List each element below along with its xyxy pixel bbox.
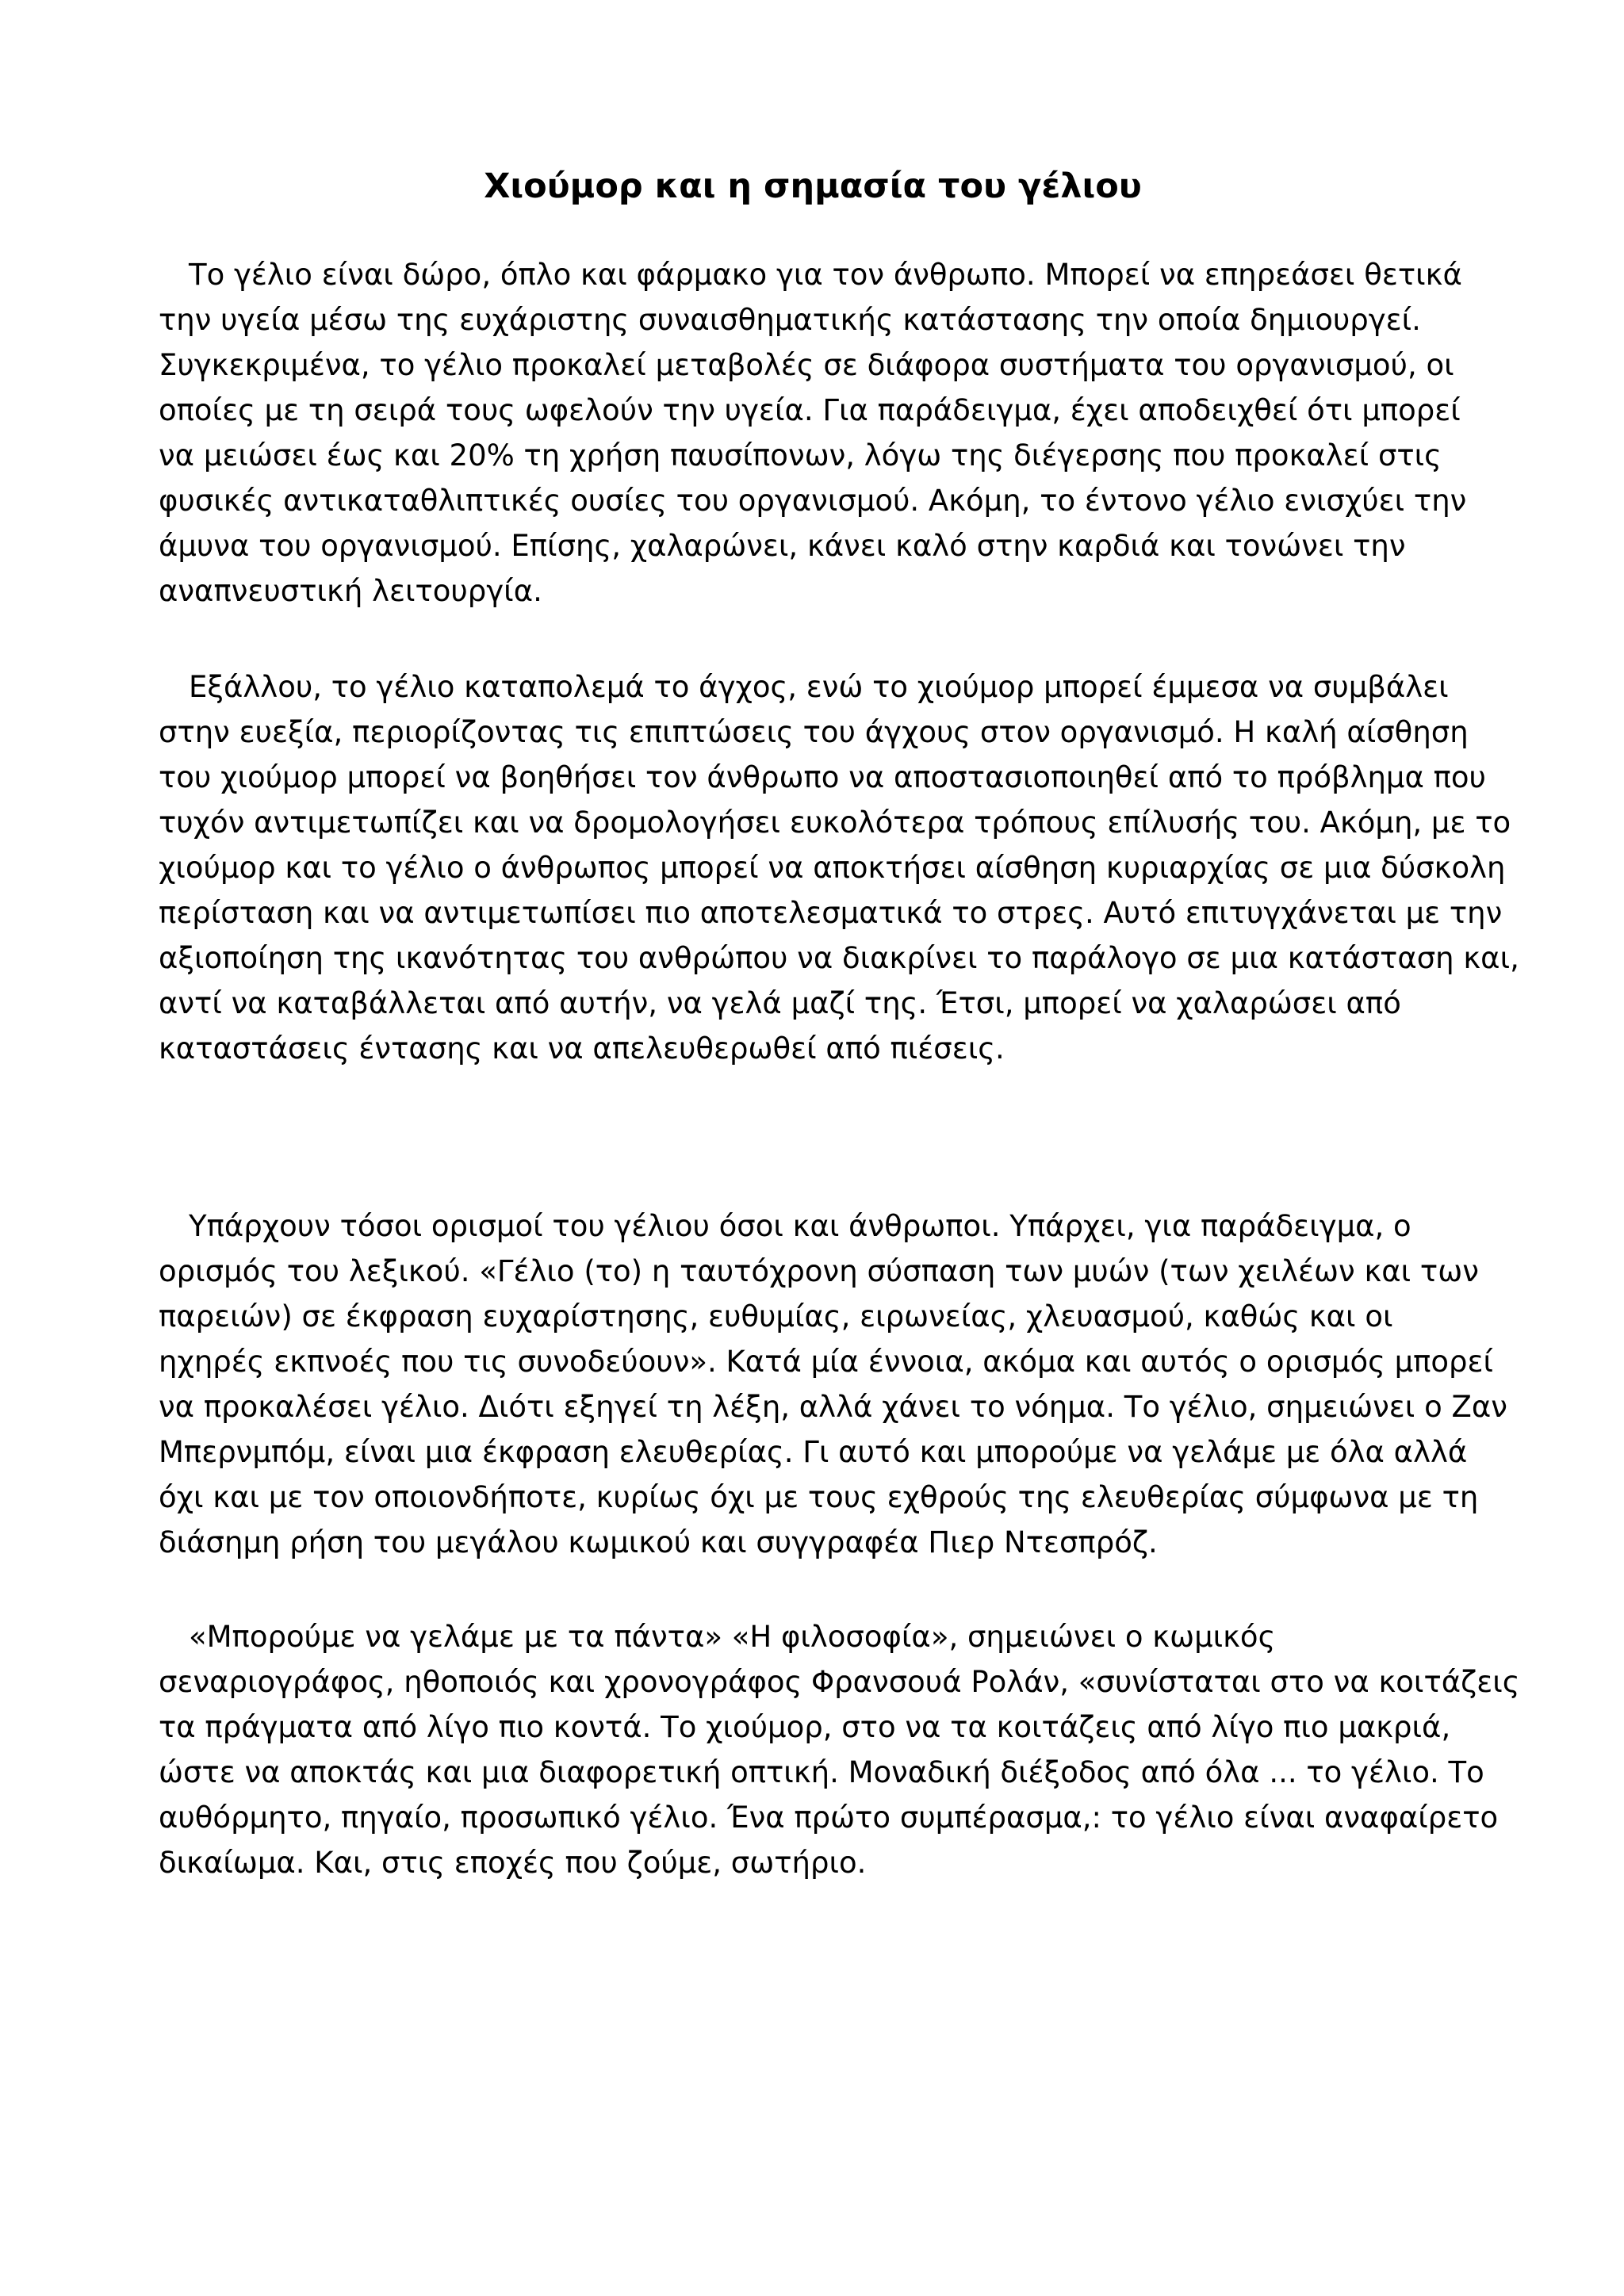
paragraph-line: αυθόρμητο, πηγαίο, προσωπικό γέλιο. Ένα πρώτο συμπέρασμα,: το γέλιο είναι αναφαίρετο — [159, 1800, 1499, 1835]
paragraph — [159, 664, 1519, 1071]
paragraph — [159, 1203, 1507, 1565]
paragraph — [159, 252, 1467, 614]
paragraph-line: τυχόν αντιμετωπίζει και να δρομολογήσει ευκολότερα τρόπους επίλυσής του. Ακόμη, με το — [159, 806, 1511, 840]
paragraph-line: την υγεία μέσω της ευχάριστης συναισθηματικής κατάστασης την οποία δημιουργεί. — [159, 303, 1421, 337]
paragraph-line: τα πράγματα από λίγο πιο κοντά. Το χιούμορ, στο να τα κοιτάζεις από λίγο πιο μακριά, — [159, 1710, 1451, 1744]
paragraph-line: Συγκεκριμένα, το γέλιο προκαλεί μεταβολές σε διάφορα συστήματα του οργανισμού, οι — [159, 348, 1454, 382]
paragraph-line: διάσημη ρήση του μεγάλου κωμικού και συγγραφέα Πιερ Ντεσπρόζ. — [159, 1525, 1158, 1559]
paragraph-line: όχι και με τον οποιονδήποτε, κυρίως όχι με τους εχθρούς της ελευθερίας σύμφωνα με τη — [159, 1480, 1479, 1514]
paragraph-line: του χιούμορ μπορεί να βοηθήσει τον άνθρωπο να αποστασιοποιηθεί από το πρόβλημα που — [159, 760, 1486, 794]
paragraph — [159, 1614, 1520, 1885]
paragraph-line: δικαίωμα. Και, στις εποχές που ζούμε, σωτήριο. — [159, 1846, 867, 1880]
paragraph-line: ορισμός του λεξικού. «Γέλιο (το) η ταυτόχρονη σύσπαση των μυών (των χειλέων και των — [159, 1254, 1479, 1288]
paragraph-line: περίσταση και να αντιμετωπίσει πιο αποτελεσματικά το στρες. Αυτό επιτυγχάνεται με την — [159, 896, 1503, 930]
paragraph-line: να προκαλέσει γέλιο. Διότι εξηγεί τη λέξη, αλλά χάνει το νόημα. Το γέλιο, σημειώνει ο Ζαν — [159, 1390, 1507, 1424]
paragraph-line: αξιοποίηση της ικανότητας του ανθρώπου να διακρίνει το παράλογο σε μια κατάσταση και, — [159, 941, 1519, 975]
paragraph-line: Μπερνμπόμ, είναι μια έκφραση ελευθερίας. Γι αυτό και μπορούμε να γελάμε με όλα αλλά — [159, 1435, 1468, 1469]
paragraph-line: «Μπορούμε να γελάμε με τα πάντα» «Η φιλοσοφία», σημειώνει ο κωμικός — [189, 1620, 1276, 1654]
paragraph-line: άμυνα του οργανισμού. Επίσης, χαλαρώνει, κάνει καλό στην καρδιά και τονώνει την — [159, 529, 1406, 563]
paragraph-line: καταστάσεις έντασης και να απελευθερωθεί από πιέσεις. — [159, 1031, 1005, 1066]
paragraph-line: οποίες με τη σειρά τους ωφελούν την υγεία. Για παράδειγμα, έχει αποδειχθεί ότι μπορεί — [159, 393, 1461, 427]
paragraph-line: αντί να καταβάλλεται από αυτήν, να γελά μαζί της. Έτσι, μπορεί να χαλαρώσει από — [159, 986, 1401, 1020]
paragraph-line: Εξάλλου, το γέλιο καταπολεμά το άγχος, ενώ το χιούμορ μπορεί έμμεσα να συμβάλει — [189, 670, 1449, 704]
paragraph-line: ηχηρές εκπνοές που τις συνοδεύουν». Κατά μία έννοια, ακόμα και αυτός ο ορισμός μπορεί — [159, 1345, 1494, 1379]
document-title: Χιούμορ και η σημασία του γέλιου — [484, 166, 1142, 206]
paragraph-line: ώστε να αποκτάς και μια διαφορετική οπτική. Μοναδική διέξοδος από όλα ... το γέλιο. Το — [159, 1755, 1484, 1789]
paragraph-line: στην ευεξία, περιορίζοντας τις επιπτώσεις του άγχους στον οργανισμό. Η καλή αίσθηση — [159, 715, 1469, 749]
paragraph-line: παρειών) σε έκφραση ευχαρίστησης, ευθυμίας, ειρωνείας, χλευασμού, καθώς και οι — [159, 1299, 1393, 1334]
paragraph-line: Το γέλιο είναι δώρο, όπλο και φάρμακο για τον άνθρωπο. Μπορεί να επηρεάσει θετικά — [189, 258, 1462, 292]
paragraph-line: φυσικές αντικαταθλιπτικές ουσίες του οργανισμού. Ακόμη, το έντονο γέλιο ενισχύει την — [159, 484, 1467, 518]
paragraph-line: αναπνευστική λειτουργία. — [159, 574, 542, 608]
paragraph-line: να μειώσει έως και 20% τη χρήση παυσίπονων, λόγω της διέγερσης που προκαλεί στις — [159, 438, 1442, 473]
paragraph-line: Υπάρχουν τόσοι ορισμοί του γέλιου όσοι και άνθρωποι. Υπάρχει, για παράδειγμα, ο — [189, 1209, 1411, 1243]
paragraph-line: σεναριογράφος, ηθοποιός και χρονογράφος Φρανσουά Ρολάν, «συνίσταται στο να κοιτάζεις — [159, 1665, 1520, 1699]
paragraph-line: χιούμορ και το γέλιο ο άνθρωπος μπορεί να αποκτήσει αίσθηση κυριαρχίας σε μια δύσκολη — [159, 851, 1506, 885]
